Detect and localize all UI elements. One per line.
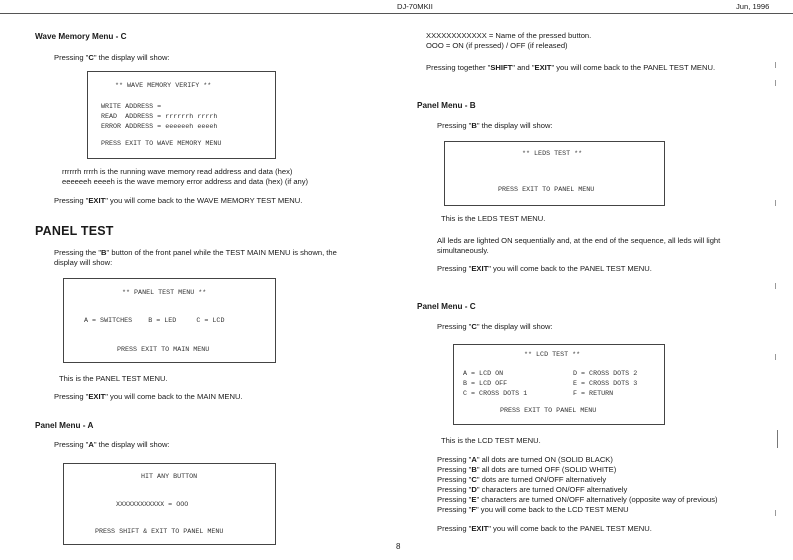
panel-test-heading: PANEL TEST <box>35 224 114 238</box>
page-number: 8 <box>396 542 401 551</box>
lcd-line: E = CROSS DOTS 3 <box>573 380 638 388</box>
panel-exit-note: Pressing "EXIT" you will come back to the MAIN MENU. <box>54 392 243 401</box>
lcd-title: HIT ANY BUTTON <box>141 473 198 481</box>
lcd-footer: PRESS EXIT TO PANEL MENU <box>500 407 597 415</box>
shift-exit-note: Pressing together "SHIFT" and "EXIT" you will come back to the PANEL TEST MENU. <box>426 63 716 72</box>
wave-lcd-display <box>87 71 276 159</box>
scan-mark <box>775 62 776 68</box>
scan-mark <box>777 430 778 448</box>
lcd-line: C = CROSS DOTS 1 <box>463 390 528 398</box>
wave-intro: Pressing "C" the display will show: <box>54 53 170 62</box>
menu-c-lcd-display <box>453 344 665 425</box>
menu-a-lcd-display <box>63 463 276 545</box>
menu-b-note: This is the LEDS TEST MENU. <box>441 214 546 223</box>
legend-on-off: OOO = ON (if pressed) / OFF (if released) <box>426 41 568 50</box>
menu-b-desc-line1: All leds are lighted ON sequentially and, at the end of the sequence, all leds will light <box>437 236 721 245</box>
wave-desc-read: rrrrrrh rrrrh is the running wave memory read address and data (hex) <box>62 167 293 176</box>
scan-mark <box>775 200 776 206</box>
lcd-footer: PRESS EXIT TO MAIN MENU <box>117 346 210 354</box>
lcd-line: D = CROSS DOTS 2 <box>573 370 638 378</box>
scan-mark <box>775 510 776 516</box>
menu-b-intro: Pressing "B" the display will show: <box>437 121 553 130</box>
menu-c-note: This is the LCD TEST MENU. <box>441 436 541 445</box>
lcd-line: F = RETURN <box>573 390 614 398</box>
menu-c-exit-note: Pressing "EXIT" you will come back to the PANEL TEST MENU. <box>437 524 652 533</box>
lcd-line: A = LCD ON <box>463 370 504 378</box>
header-rule <box>0 13 793 14</box>
lcd-line: B = LCD OFF <box>463 380 508 388</box>
header-date: Jun, 1996 <box>736 2 770 11</box>
menu-b-exit-note: Pressing "EXIT" you will come back to the PANEL TEST MENU. <box>437 264 652 273</box>
lcd-title: ** WAVE MEMORY VERIFY ** <box>115 82 212 90</box>
panel-menu-c-heading: Panel Menu - C <box>417 302 476 311</box>
lcd-option-item: Pressing "F" you will come back to the LCD TEST MENU <box>437 505 629 514</box>
lcd-title: ** LCD TEST ** <box>524 351 581 359</box>
panel-intro-line2: display will show: <box>54 258 113 267</box>
scan-mark <box>775 354 776 360</box>
lcd-line: WRITE ADDRESS = <box>101 103 162 111</box>
header-title: DJ-70MKII <box>397 2 433 11</box>
scan-mark <box>775 80 776 86</box>
lcd-option-item: Pressing "C" dots are turned ON/OFF alternatively <box>437 475 607 484</box>
lcd-option-item: Pressing "A" all dots are turned ON (SOLID BLACK) <box>437 455 613 464</box>
wave-exit-note: Pressing "EXIT" you will come back to the WAVE MEMORY TEST MENU. <box>54 196 303 205</box>
legend-button-name: XXXXXXXXXXXX = Name of the pressed button. <box>426 31 592 40</box>
panel-intro-line1: Pressing the "B" button of the front panel while the TEST MAIN MENU is shown, the <box>54 248 337 257</box>
panel-note: This is the PANEL TEST MENU. <box>59 374 168 383</box>
menu-c-intro: Pressing "C" the display will show: <box>437 322 553 331</box>
lcd-title: ** LEDS TEST ** <box>522 150 583 158</box>
panel-lcd-display <box>63 278 276 363</box>
lcd-footer: PRESS EXIT TO PANEL MENU <box>498 186 595 194</box>
lcd-option-item: Pressing "E" characters are turned ON/OFF alternatively (opposite way of previous) <box>437 495 718 504</box>
menu-b-lcd-display <box>444 141 665 206</box>
lcd-option-item: Pressing "B" all dots are turned OFF (SOLID WHITE) <box>437 465 617 474</box>
lcd-line: ERROR ADDRESS = eeeeeeh eeeeh <box>101 123 218 131</box>
lcd-footer: PRESS EXIT TO WAVE MEMORY MENU <box>101 140 222 148</box>
menu-b-desc-line2: simultaneously. <box>437 246 489 255</box>
panel-menu-b-heading: Panel Menu - B <box>417 101 476 110</box>
lcd-line: READ ADDRESS = rrrrrrh rrrrh <box>101 113 218 121</box>
lcd-footer: PRESS SHIFT & EXIT TO PANEL MENU <box>95 528 224 536</box>
menu-a-intro: Pressing "A" the display will show: <box>54 440 170 449</box>
lcd-title: ** PANEL TEST MENU ** <box>122 289 207 297</box>
scan-mark <box>775 283 776 289</box>
panel-menu-a-heading: Panel Menu - A <box>35 421 94 430</box>
wave-menu-heading: Wave Memory Menu - C <box>35 32 127 41</box>
lcd-line: A = SWITCHES B = LED C = LCD <box>84 317 225 325</box>
wave-desc-error: eeeeeeh eeeeh is the wave memory error address and data (hex) (if any) <box>62 177 309 186</box>
lcd-line: XXXXXXXXXXXX = OOO <box>116 501 189 509</box>
lcd-option-item: Pressing "D" characters are turned ON/OFF alternatively <box>437 485 628 494</box>
